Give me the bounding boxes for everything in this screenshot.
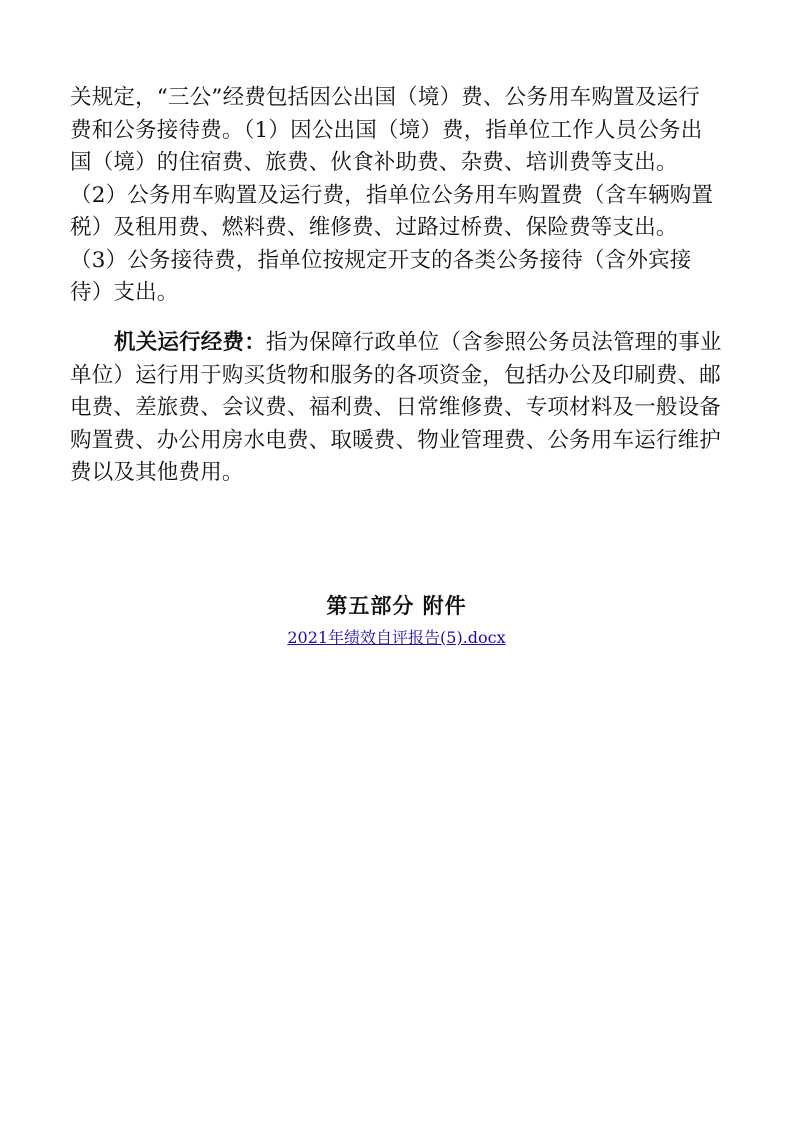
paragraph-operating-expenses bbox=[70, 327, 730, 490]
paragraph-sangong-definitions bbox=[70, 82, 730, 310]
text-line: 费以及其他费用。 bbox=[70, 460, 244, 485]
text-line: （2）公务用车购置及运行费，指单位公务用车购置费（含车辆购置 bbox=[70, 182, 714, 208]
term-definition: 指为保障行政单位（含参照公务员法管理的事业 bbox=[265, 330, 722, 355]
attachment-row bbox=[0, 625, 793, 648]
section-title: 第五部分 附件 bbox=[326, 594, 467, 618]
text-line: 购置费、办公用房水电费、取暖费、物业管理费、公务用车运行维护 bbox=[70, 427, 722, 453]
text-line: （3）公务接待费，指单位按规定开支的各类公务接待（含外宾接 bbox=[70, 247, 692, 273]
text-line bbox=[70, 327, 730, 360]
text-line: 费和公务接待费。（1）因公出国（境）费，指单位工作人员公务出 bbox=[70, 117, 703, 143]
text-line: 电费、差旅费、会议费、福利费、日常维修费、专项材料及一般设备 bbox=[70, 395, 722, 420]
term-heading: 机关运行经费： bbox=[114, 330, 266, 355]
text-line: 关规定，“三公”经费包括因公出国（境）费、公务用车购置及运行 bbox=[70, 85, 700, 110]
text-line: 待）支出。 bbox=[70, 280, 179, 305]
text-line: 税）及租用费、燃料费、维修费、过路过桥费、保险费等支出。 bbox=[70, 215, 678, 240]
text-line: 国（境）的住宿费、旅费、伙食补助费、杂费、培训费等支出。 bbox=[70, 150, 678, 175]
text-line: 单位）运行用于购买货物和服务的各项资金，包括办公及印刷费、邮 bbox=[70, 362, 722, 388]
attachment-link[interactable]: 2021年绩效自评报告(5).docx bbox=[287, 628, 506, 647]
